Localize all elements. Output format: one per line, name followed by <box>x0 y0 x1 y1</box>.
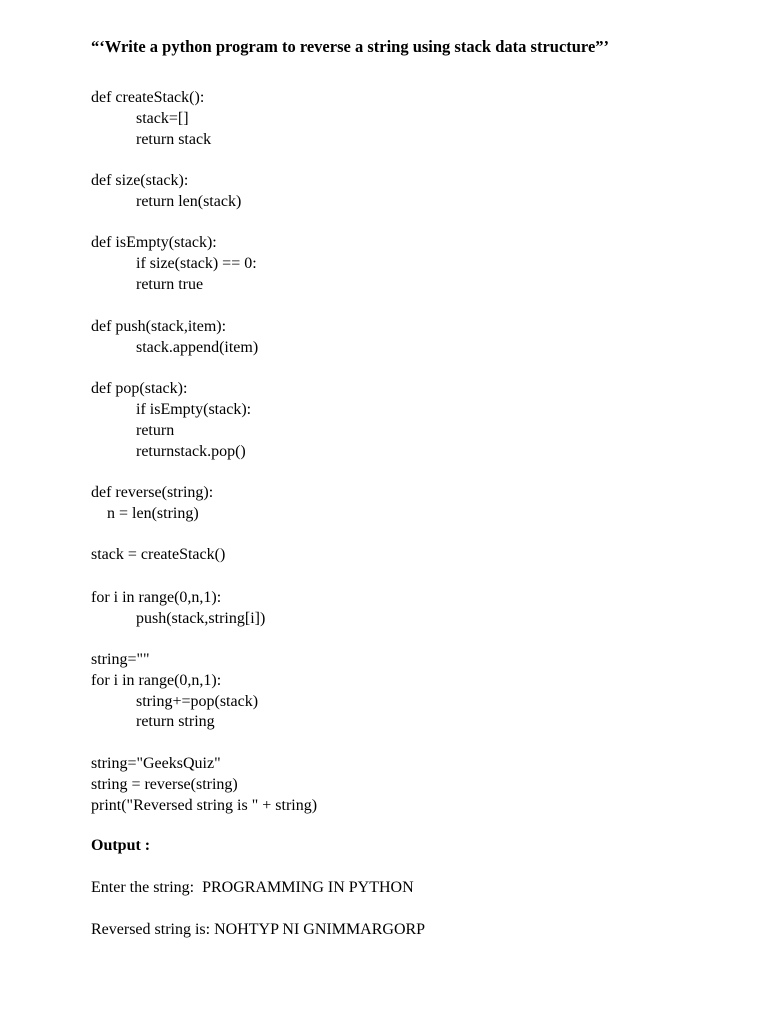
code-line: string+=pop(stack) <box>136 693 259 710</box>
code-line: stack=[] <box>136 110 189 127</box>
code-line: for i in range(0,n,1): <box>91 672 222 689</box>
code-line: def size(stack): <box>91 172 189 189</box>
code-line: return <box>136 422 175 439</box>
code-line: returnstack.pop() <box>136 443 246 460</box>
code-line: return stack <box>136 131 212 148</box>
code-line: return string <box>136 713 215 730</box>
code-line: print("Reversed string is " + string) <box>91 797 318 814</box>
code-line: if size(stack) == 0: <box>136 255 257 272</box>
page-title: “‘Write a python program to reverse a string using stack data structure”’ <box>91 37 610 56</box>
code-line: def isEmpty(stack): <box>91 234 217 251</box>
output-heading: Output : <box>91 837 151 854</box>
code-line: stack = createStack() <box>91 546 226 563</box>
code-line: string="" <box>91 651 150 668</box>
code-line: string = reverse(string) <box>91 776 238 793</box>
code-line: def pop(stack): <box>91 380 188 397</box>
code-line: string="GeeksQuiz" <box>91 755 221 772</box>
code-line: n = len(string) <box>107 505 199 522</box>
code-line: def push(stack,item): <box>91 318 227 335</box>
code-line: def createStack(): <box>91 89 205 106</box>
code-line: return true <box>136 276 204 293</box>
code-line: for i in range(0,n,1): <box>91 589 222 606</box>
code-line: push(stack,string[i]) <box>136 610 266 627</box>
output-result-line: Reversed string is: NOHTYP NI GNIMMARGORP <box>91 921 426 938</box>
code-line: return len(stack) <box>136 193 242 210</box>
code-line: stack.append(item) <box>136 339 259 356</box>
code-line: if isEmpty(stack): <box>136 401 252 418</box>
output-input-line: Enter the string: PROGRAMMING IN PYTHON <box>91 879 414 896</box>
code-line: def reverse(string): <box>91 484 214 501</box>
